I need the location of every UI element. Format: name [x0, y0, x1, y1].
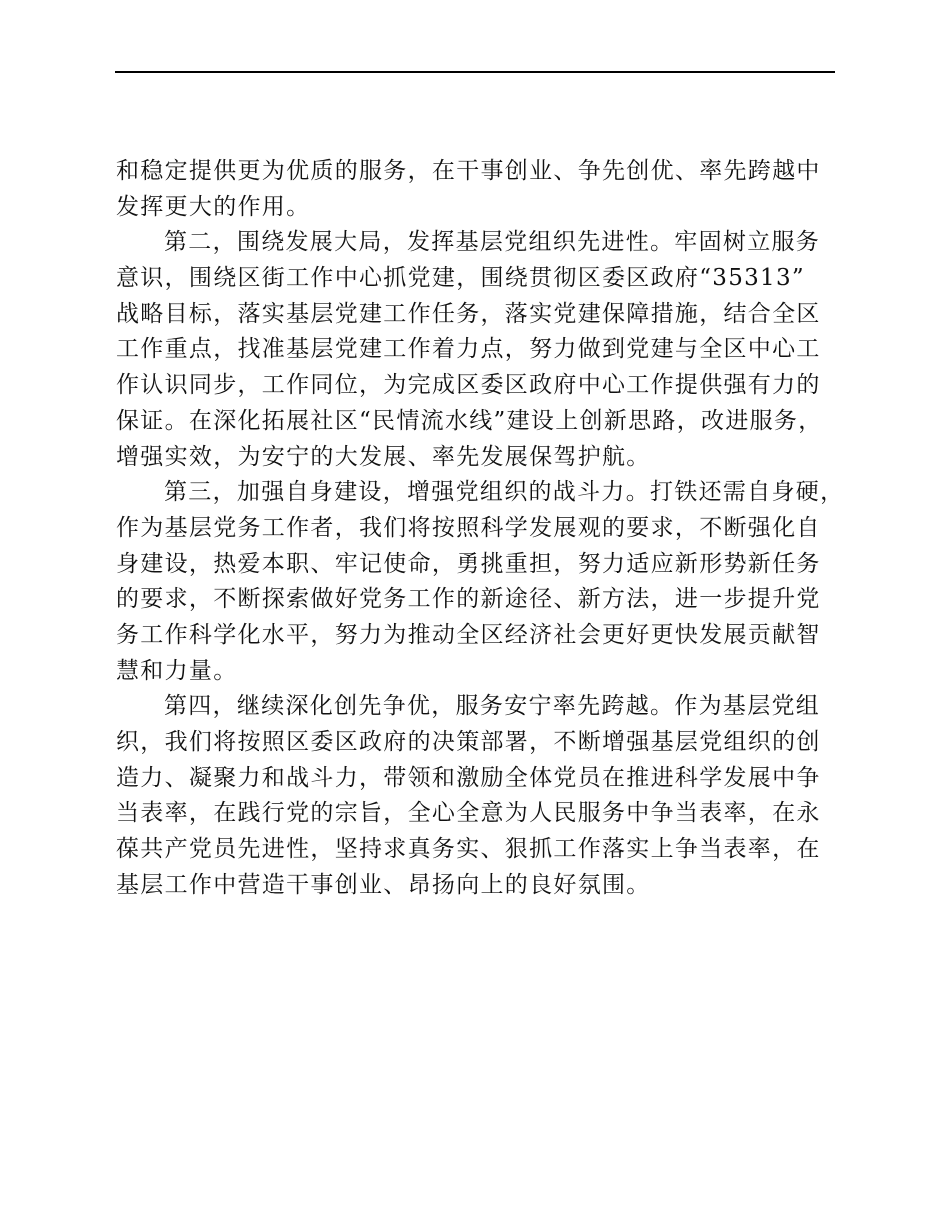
- paragraph-start-line: 第二，围绕发展大局，发挥基层党组织先进性。牢固树立服务: [164, 229, 821, 256]
- document-body: [116, 154, 856, 903]
- text-line: 当表率，在践行党的宗旨，全心全意为人民服务中争当表率，在永: [116, 800, 821, 827]
- paragraph-start-line: 第三，加强自身建设，增强党组织的战斗力。打铁还需自身硬，: [164, 479, 845, 506]
- header-rule: [115, 71, 835, 73]
- text-line: 发挥更大的作用。: [116, 193, 311, 220]
- text-line: 工作重点，找准基层党建工作着力点，努力做到党建与全区中心工: [116, 336, 821, 363]
- text-line: 作认识同步，工作同位，为完成区委区政府中心工作提供强有力的: [116, 372, 821, 399]
- text-line: 的要求，不断探索做好党务工作的新途径、新方法，进一步提升党: [116, 586, 821, 613]
- text-line: 意识，围绕区街工作中心抓党建，围绕贯彻区委区政府“35313”: [116, 265, 805, 292]
- text-line: 身建设，热爱本职、牢记使命，勇挑重担，努力适应新形势新任务: [116, 550, 821, 577]
- text-line: 慧和力量。: [116, 657, 238, 684]
- text-line: 葆共产党员先进性，坚持求真务实、狠抓工作落实上争当表率，在: [116, 836, 821, 863]
- text-line: 增强实效，为安宁的大发展、率先发展保驾护航。: [116, 443, 651, 470]
- text-line: 作为基层党务工作者，我们将按照科学发展观的要求，不断强化自: [116, 514, 821, 541]
- paragraph-start-line: 第四，继续深化创先争优，服务安宁率先跨越。作为基层党组: [164, 693, 821, 720]
- text-line: 战略目标，落实基层党建工作任务，落实党建保障措施，结合全区: [116, 300, 821, 327]
- text-line: 务工作科学化水平，努力为推动全区经济社会更好更快发展贡献智: [116, 621, 821, 648]
- text-line: 织，我们将按照区委区政府的决策部署，不断增强基层党组织的创: [116, 729, 821, 755]
- text-line: 基层工作中营造干事创业、昂扬向上的良好氛围。: [116, 871, 651, 898]
- text-line: 造力、凝聚力和战斗力，带领和激励全体党员在推进科学发展中争: [116, 764, 821, 791]
- text-line: 和稳定提供更为优质的服务，在干事创业、争先创优、率先跨越中: [116, 158, 821, 184]
- text-line: 保证。在深化拓展社区“民情流水线”建设上创新思路，改进服务，: [116, 407, 823, 434]
